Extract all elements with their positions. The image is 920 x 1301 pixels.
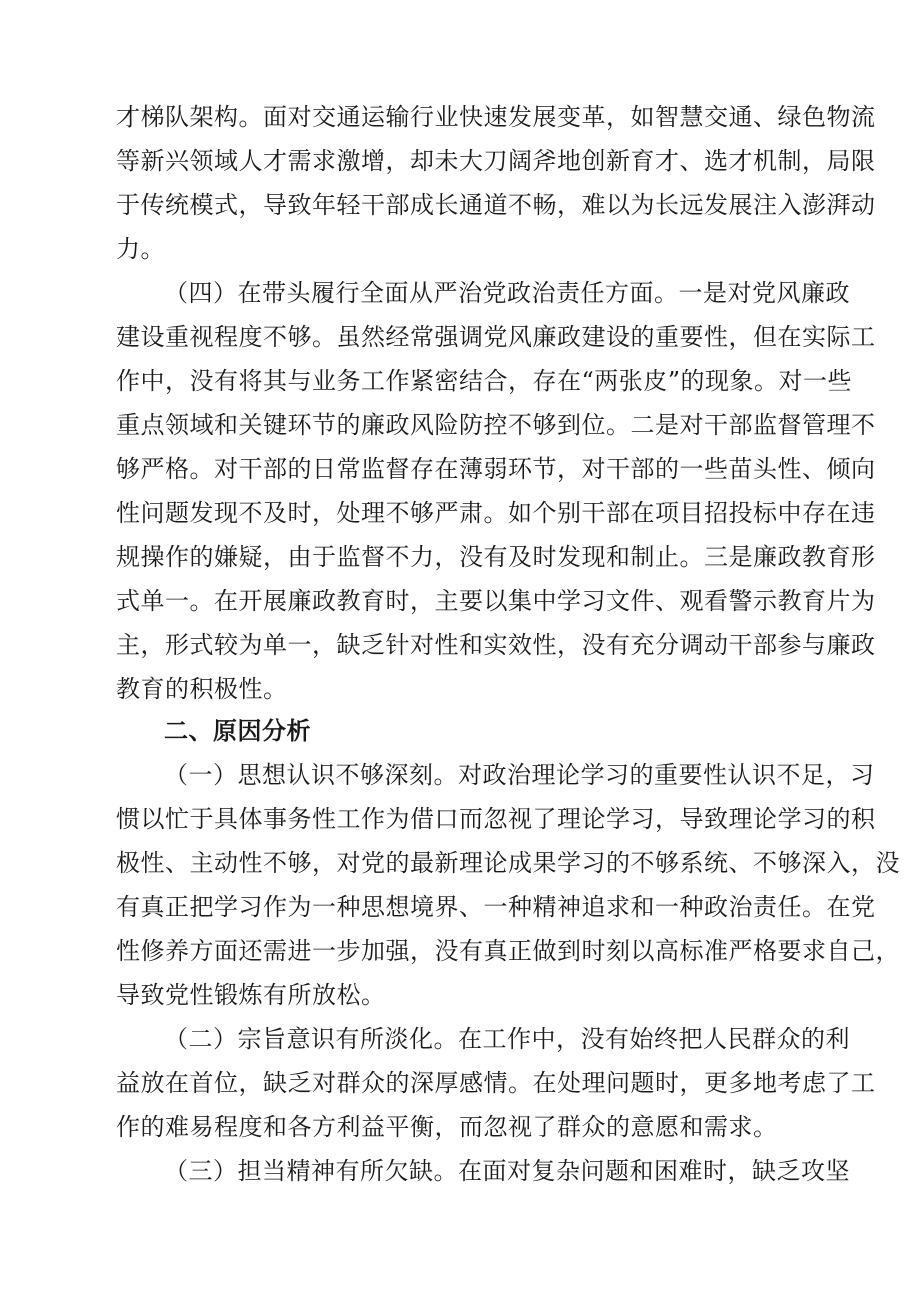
body-text-line: 于传统模式，导致年轻干部成长通道不畅，难以为长远发展注入澎湃动: [116, 191, 876, 219]
body-text-line: 式单一。在开展廉政教育时，主要以集中学习文件、观看警示教育片为: [116, 587, 876, 615]
body-text-line: 够严格。对干部的日常监督存在薄弱环节，对干部的一些苗头性、倾向: [116, 455, 876, 483]
paragraph-first-line: （三）担当精神有所欠缺。在面对复杂问题和困难时，缺乏攻坚: [164, 1157, 850, 1185]
body-text-line: 作的难易程度和各方利益平衡，而忽视了群众的意愿和需求。: [116, 1113, 778, 1141]
body-text-line: 重点领域和关键环节的廉政风险防控不够到位。二是对干部监督管理不: [116, 411, 876, 439]
body-text-line: 力。: [116, 235, 165, 263]
body-text-line: 性修养方面还需进一步加强，没有真正做到时刻以高标准严格要求自己，: [116, 937, 900, 965]
body-text-line: 主，形式较为单一，缺乏针对性和实效性，没有充分调动干部参与廉政: [116, 631, 876, 659]
section-heading: 二、原因分析: [164, 717, 311, 745]
body-text-line: 有真正把学习作为一种思想境界、一种精神追求和一种政治责任。在党: [116, 893, 876, 921]
body-text-line: 惯以忙于具体事务性工作为借口而忽视了理论学习，导致理论学习的积: [116, 805, 876, 833]
body-text-line: 性问题发现不及时，处理不够严肃。如个别干部在项目招投标中存在违: [116, 499, 876, 527]
body-text-line: 作中，没有将其与业务工作紧密结合，存在“两张皮”的现象。对一些: [116, 367, 853, 395]
body-text-line: 规操作的嫌疑，由于监督不力，没有及时发现和制止。三是廉政教育形: [116, 543, 876, 571]
body-text-line: 导致党性锻炼有所放松。: [116, 981, 386, 1009]
body-text-line: 等新兴领域人才需求激增，却未大刀阔斧地创新育才、选才机制，局限: [116, 147, 876, 175]
paragraph-first-line: （二）宗旨意识有所淡化。在工作中，没有始终把人民群众的利: [164, 1025, 850, 1053]
body-text-line: 教育的积极性。: [116, 675, 288, 703]
body-text-line: 才梯队架构。面对交通运输行业快速发展变革，如智慧交通、绿色物流: [116, 103, 876, 131]
paragraph-first-line: （一）思想认识不够深刻。对政治理论学习的重要性认识不足，习: [164, 761, 875, 789]
body-text-line: 极性、主动性不够，对党的最新理论成果学习的不够系统、不够深入，没: [116, 849, 900, 877]
paragraph-first-line: （四）在带头履行全面从严治党政治责任方面。一是对党风廉政: [164, 279, 850, 307]
body-text-line: 益放在首位，缺乏对群众的深厚感情。在处理问题时，更多地考虑了工: [116, 1069, 876, 1097]
body-text-line: 建设重视程度不够。虽然经常强调党风廉政建设的重要性，但在实际工: [116, 323, 876, 351]
